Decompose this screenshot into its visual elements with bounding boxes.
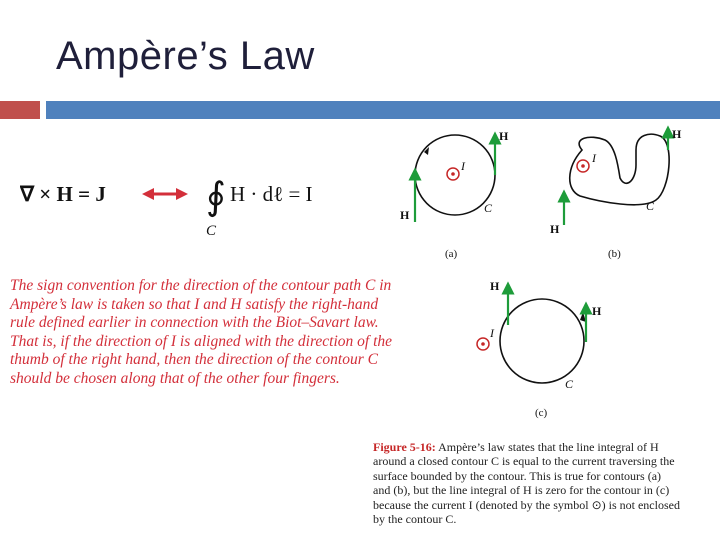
caption-line: by the contour C.	[373, 512, 457, 527]
caption-line	[373, 440, 718, 454]
differential-form: ∇ × H = J	[20, 182, 106, 206]
sign-convention-paragraph	[10, 277, 440, 388]
caption-line: around a closed contour C is equal to the current traversing the	[373, 454, 675, 469]
paragraph-line: The sign convention for the direction of the contour path C in	[10, 277, 392, 294]
contour-label: C	[565, 377, 574, 391]
h-label: H	[550, 222, 560, 236]
integral-subscript: C	[206, 223, 217, 239]
figure-label-c: (c)	[535, 407, 548, 419]
contour-b	[570, 134, 669, 205]
caption-line: because the current I (denoted by the symbol ⊙) is not enclosed	[373, 497, 680, 512]
current-label: I	[490, 326, 494, 340]
h-label: H	[592, 304, 602, 318]
paragraph-line: Ampère’s law is taken so that I and H satisfy the right-hand	[10, 295, 379, 313]
contour-integral-icon: ∮	[206, 176, 226, 218]
caption-line: and (b), but the line integral of H is zero for the contour in (c)	[373, 483, 670, 498]
paragraph-line: should be chosen along that of the other four fingers.	[10, 369, 340, 387]
paragraph-line: thumb of the right hand, then the direction of the contour C	[10, 351, 378, 368]
ampere-equation	[20, 165, 340, 245]
contour-c	[500, 299, 584, 383]
paragraph-line: rule defined earlier in connection with the Biot–Savart law.	[10, 314, 379, 331]
caption-line: surface bounded by the contour. This is true for contours (a)	[373, 468, 662, 483]
integral-form: H · dℓ = I	[230, 182, 313, 206]
h-label: H	[672, 127, 682, 141]
contour-a	[415, 135, 495, 215]
contour-figures	[380, 120, 720, 430]
h-label: H	[490, 279, 500, 293]
figure-caption	[373, 440, 718, 526]
accent-bar-blue	[46, 101, 720, 119]
figure-label-b: (b)	[608, 248, 621, 260]
accent-bar-red	[0, 101, 40, 119]
paragraph-line: That is, if the direction of I is aligned with the direction of the	[10, 332, 393, 350]
figure-c	[477, 279, 602, 419]
current-label: I	[592, 151, 596, 165]
slide-title: Ampère’s Law	[56, 34, 315, 78]
figure-label-a: (a)	[445, 248, 458, 260]
figure-a	[400, 129, 509, 260]
current-label: I	[461, 159, 465, 173]
h-label: H	[400, 208, 410, 222]
contour-label: C	[646, 199, 655, 213]
double-arrow-icon	[142, 188, 188, 200]
contour-label: C	[484, 201, 493, 215]
figure-b	[550, 127, 682, 260]
caption-text: Ampère’s law states that the line integral of H	[438, 440, 659, 454]
caption-label: Figure 5-16:	[373, 440, 436, 454]
h-label: H	[499, 129, 509, 143]
